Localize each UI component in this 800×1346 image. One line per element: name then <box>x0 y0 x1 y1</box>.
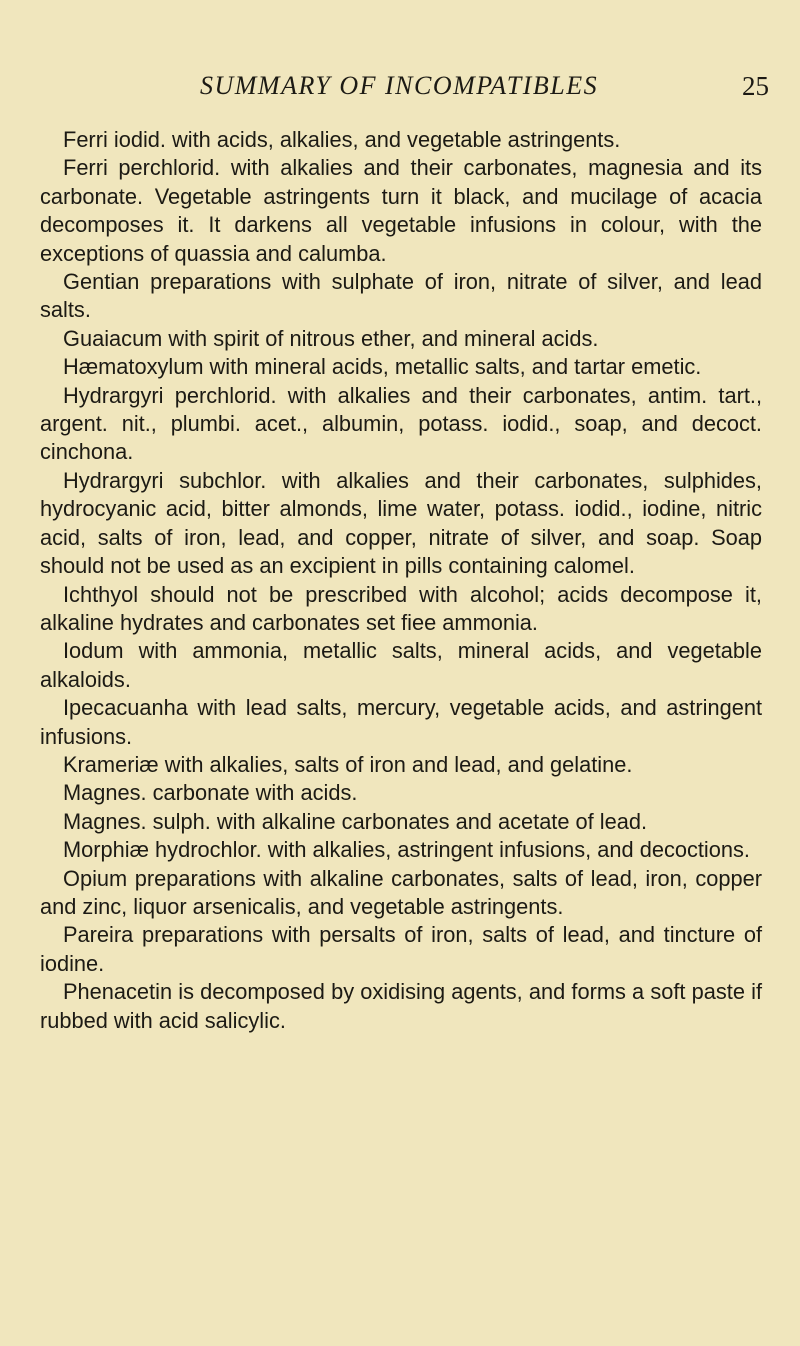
entry-ferri-perchlorid: Ferri perchlorid. with alkalies and their carbonates, magnesia and its carbonate. Vegetable astringents turn it black, and mucilage of acacia decomposes it. It darkens all vegetable infusions in colour, with the exceptions of quassia and calumba. <box>40 155 762 266</box>
entry-ferri-iodid: Ferri iodid. with acids, alkalies, and vegetable astringents. <box>63 127 621 152</box>
entry-iodum: Iodum with ammonia, metallic salts, mineral acids, and vegetable alkaloids. <box>40 638 762 692</box>
running-head <box>0 70 800 110</box>
entry-morphiae-hydrochlor: Morphiæ hydrochlor. with alkalies, astringent infusions, and decoctions. <box>63 837 750 863</box>
entry-magnes-carbonate: Magnes. carbonate with acids. <box>63 780 358 806</box>
entry-guaiacum: Guaiacum with spirit of nitrous ether, and mineral acids. <box>63 325 599 351</box>
incompatibles-list <box>40 126 762 1035</box>
entry-hydrargyri-subchlor: Hydrargyri subchlor. with alkalies and their carbonates, sulphides, hydrocyanic acid, bitter almonds, lime water, potass. iodid., iodine, nitric acid, salts of iron, lead, and copper, nitrate of silver, and soap. Soap should not be used as an excipient in pills containing calomel. <box>40 467 762 579</box>
entry-phenacetin: Phenacetin is decomposed by oxidising agents, and forms a soft paste if rubbed with acid salicylic. <box>40 979 762 1033</box>
entry-magnes-sulph: Magnes. sulph. with alkaline carbonates and acetate of lead. <box>63 808 648 834</box>
running-title: SUMMARY OF INCOMPATIBLES <box>200 71 599 100</box>
entry-opium: Opium preparations with alkaline carbonates, salts of lead, iron, copper and zinc, liquor arsenicalis, and vegetable astringents. <box>40 865 762 919</box>
entry-krameriae: Krameriæ with alkalies, salts of iron and lead, and gelatine. <box>63 751 633 777</box>
entry-haematoxylum: Hæmatoxylum with mineral acids, metallic salts, and tartar emetic. <box>63 354 702 380</box>
entry-hydrargyri-perchlorid: Hydrargyri perchlorid. with alkalies and their carbonates, antim. tart., argent. nit., plumbi. acet., albumin, potass. iodid., soap, and decoct. cinchona. <box>40 382 762 465</box>
entry-ipecacuanha: Ipecacuanha with lead salts, mercury, vegetable acids, and astringent infusions. <box>40 695 762 749</box>
page-number: 25 <box>742 71 769 101</box>
entry-gentian: Gentian preparations with sulphate of iron, nitrate of silver, and lead salts. <box>40 269 762 323</box>
entry-ichthyol: Ichthyol should not be prescribed with alcohol; acids decompose it, alkaline hydrates and carbonates set fiee ammonia. <box>40 581 762 635</box>
entry-pareira: Pareira preparations with persalts of iron, salts of lead, and tincture of iodine. <box>40 922 762 976</box>
